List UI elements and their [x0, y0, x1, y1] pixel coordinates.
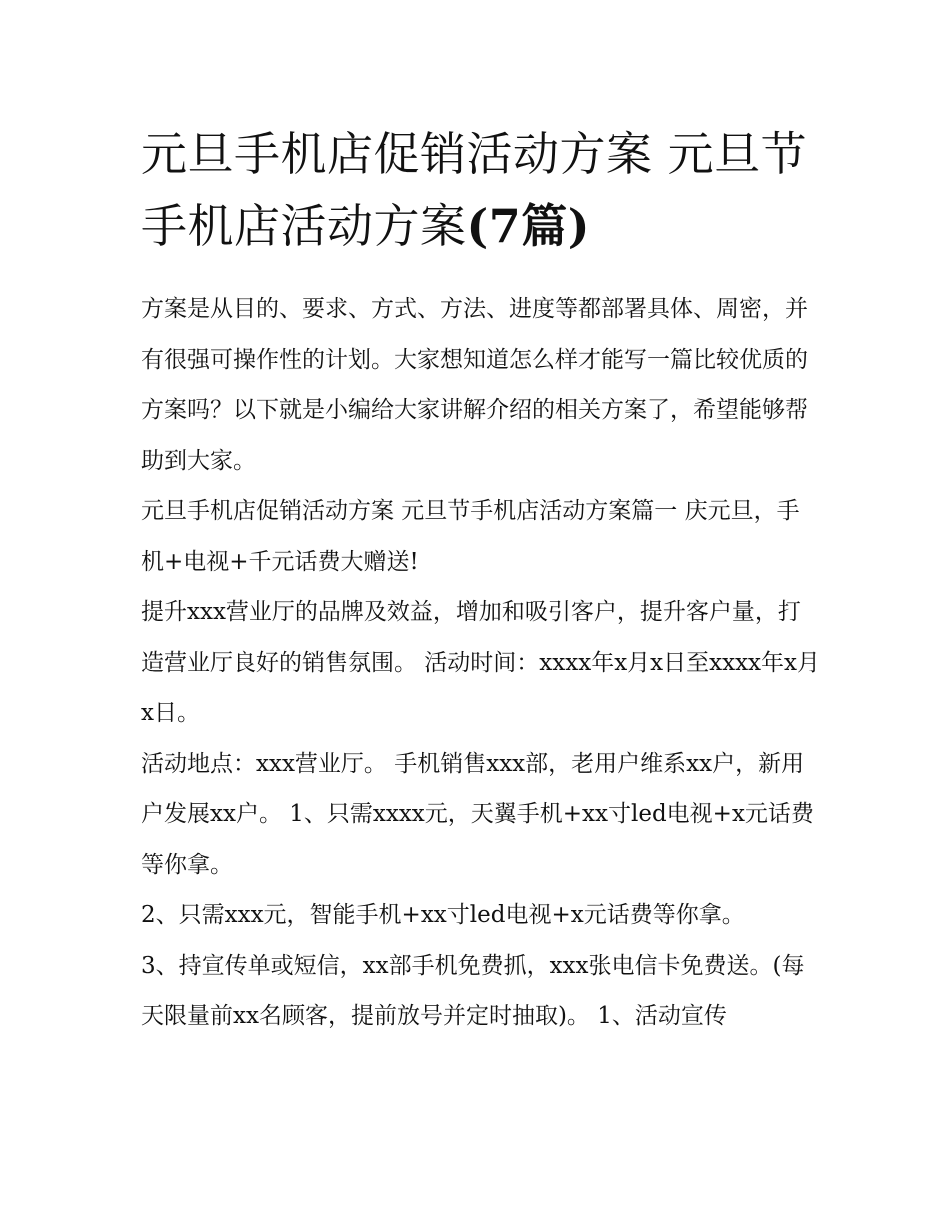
offer-3-paragraph: 3、持宣传单或短信，xx部手机免费抓，xxx张电信卡免费送。(每天限量前xx名顾客，提前放号并定时抽取)。 1、活动宣传 — [141, 952, 805, 1029]
location-targets-paragraph: 活动地点：xxx营业厅。 手机销售xxx部，老用户维系xx户，新用户发展xx户。 1、只需xxxx元，天翼手机+xx寸led电视+x元话费等你拿。 — [141, 750, 814, 878]
document-content — [141, 118, 821, 1042]
purpose-paragraph: 提升xxx营业厅的品牌及效益，增加和吸引客户，提升客户量，打造营业厅良好的销售氛围。 活动时间：xxxx年x月x日至xxxx年x月x日。 — [141, 599, 820, 726]
offer-2-paragraph: 2、只需xxx元，智能手机+xx寸led电视+x元话费等你拿。 — [141, 902, 745, 928]
document-title — [141, 118, 821, 262]
section-heading-paragraph: 元旦手机店促销活动方案 元旦节手机店活动方案篇一 庆元旦，手机+电视+千元话费大赠送! — [141, 498, 800, 575]
intro-paragraph: 方案是从目的、要求、方式、方法、进度等都部署具体、周密，并有很强可操作性的计划。大家想知道怎么样才能写一篇比较优质的方案吗？以下就是小编给大家讲解介绍的相关方案了，希望能够帮助到大家。 — [141, 296, 808, 474]
title-suffix: (7篇) — [466, 199, 591, 253]
title-main: 元旦手机店促销活动方案 元旦节手机店活动方案 — [141, 127, 808, 253]
